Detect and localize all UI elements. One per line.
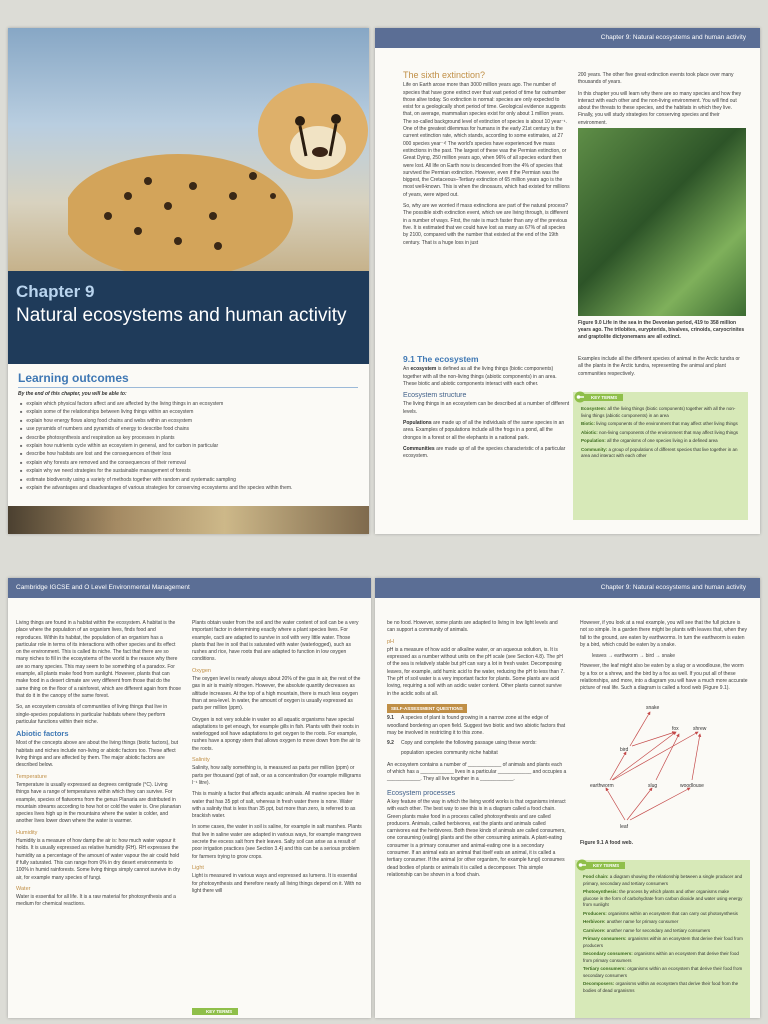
subheading: Temperature: [16, 773, 47, 780]
list-item: ■ use pyramids of numbers and pyramids of energy to describe food chains: [20, 425, 365, 433]
left-column: [387, 620, 567, 883]
key-term-row: Biotic: living components of the environment that may affect other living things: [581, 421, 738, 426]
paragraph: be no food. However, some plants are adapted to living in low light levels and can support a community of animals.: [387, 620, 558, 634]
list-item: ■ explain why we need strategies for the sustainable management of forests: [20, 467, 365, 475]
food-web-label-bird: bird: [620, 747, 629, 753]
right-column: [192, 620, 362, 899]
list-item: ■ describe photosynthesis and respiration as key processes in plants: [20, 434, 365, 442]
text-fragment: are made up of all the species characteristic of a particular ecosystem.: [403, 445, 566, 460]
paragraph: Water is essential for all life. It is a raw material for photosynthesis and a medium for chemical reactions.: [16, 894, 176, 908]
key-terms-tab: KEY TERMS: [577, 394, 623, 401]
paragraph: This is mainly a factor that affects aquatic animals. All marine species live in water that has 35 ppt of salt, whereas in fresh water there is none. Water with a salinity that is less than 35 ppt, but more than zero, is referred to as brackish water.: [192, 791, 360, 820]
learning-outcomes-list: [20, 400, 365, 492]
figure-caption: Figure 9.0 Life in the sea in the Devonian period, 419 to 358 million years ago. The trilobites, eurypterids, bivalves, crinoids, caryocrinites and graptolite dictyonemans are all extinct.: [578, 320, 745, 340]
intro-page: [375, 28, 760, 534]
cheetah-illustration: [68, 56, 368, 271]
food-web-label-earthworm: earthworm: [590, 783, 614, 789]
subheading: Ecosystem structure: [403, 392, 467, 400]
subheading: Oxygen: [192, 667, 211, 674]
self-assessment-tab: SELF-ASSESSMENT QUESTIONS: [387, 704, 467, 713]
ecosystem-column: [403, 356, 571, 465]
chapter-title: Natural ecosystems and human activity: [16, 305, 347, 326]
key-terms-tab: KEY TERMS: [192, 1008, 238, 1015]
food-chain: leaves → earthworm → bird → snake: [592, 653, 676, 660]
key-icon: [574, 391, 586, 403]
food-web-label-leaf: leaf: [620, 824, 629, 830]
paragraph: In some cases, the water in soil is saline, for example in salt marshes. Plants that live in saline water are adapted in various ways, for example mangroves secrete the excess salt from their leaves. Salty soil can arise as a result of poor irrigation practices (see Section 3.4) and this can be a serious problem for farmers trying to grow crops.: [192, 824, 362, 860]
key-term: Populations: [403, 420, 432, 427]
food-web-label-woodlouse: woodlouse: [680, 783, 704, 789]
paragraph: [403, 366, 571, 388]
food-web-diagram: [580, 700, 748, 832]
key-terms-box: [575, 860, 750, 1018]
text-fragment: is defined as all the living things (biotic components) together with all the non-living things (abiotic components) in an area. These biotic and abiotic components interact with each other.: [403, 366, 557, 387]
cheetah-photo: [8, 28, 369, 271]
list-item: ■ describe how habitats are lost and the consequences of their loss: [20, 450, 365, 458]
running-header: [375, 578, 760, 598]
header-text: Chapter 9: Natural ecosystems and human activity: [600, 584, 746, 591]
food-web-label-shrew: shrew: [693, 726, 707, 732]
section-heading: The sixth extinction?: [403, 70, 486, 80]
subheading: Humidity: [16, 829, 38, 836]
food-web-label-slug: slug: [648, 783, 658, 789]
figure-caption: Figure 9.1 A food web.: [580, 840, 633, 846]
devonian-sea-image: [578, 128, 746, 316]
left-column: [16, 620, 182, 913]
question-9-1: 9.1 A species of plant is found growing in a narrow zone at the edge of woodland bordering an open field. Suggest two biotic and two abiotic factors that may be involved in restricting it to this zone.: [387, 715, 566, 736]
key-term: ecosystem: [410, 366, 437, 373]
paragraph: However, the leaf might also be eaten by a slug or a woodlouse, the worm by a fox or a shrew, and the bird by a fox as well. If you put all of these relationships, and more, into a diagram you will have a much more accurate picture of real life. Such a diagram is called a food web (Figure 9.1).: [580, 663, 748, 692]
subheading: Water: [16, 885, 31, 892]
list-item: ■ explain some of the relationships between living things within an ecosystem: [20, 408, 365, 416]
key-term-row: Herbivore: another name for primary consumer: [583, 919, 679, 924]
header-text: Cambridge IGCSE and O Level Environmental Management: [16, 584, 190, 591]
text-fragment: are made up of all the individuals of the same species in an area. Examples of populations include all the frogs in a pond, all the drongos in a forest or all the elephants in a national park.: [403, 420, 565, 441]
ecosystem-right-column: [578, 356, 746, 382]
running-header: [375, 28, 760, 48]
key-term-row: Tertiary consumers: organisms within an ecosystem that derive their food from secondary consumers: [583, 966, 743, 978]
paragraph: Humidity is a measure of how damp the air is: how much water vapour it holds. It is usually expressed as relative humidity (RH). RH expresses the humidity as a percentage of the amount of water vapour the air could hold if fully saturated. This can range from 0% in dry desert environments to 100% in humid rainforests. Some living things simply cannot survive in dry air, for example many species of fungi.: [16, 838, 180, 881]
intro-right-column: [578, 72, 746, 131]
text-fragment: An: [403, 366, 410, 373]
paragraph: [403, 420, 571, 442]
key-term-row: Food chain: a diagram showing the relationship between a single producer and primary, secondary and tertiary consumers: [583, 874, 743, 886]
paragraph: In this chapter you will learn why there are so many species and how they interact with each other and the non-living environment. You will find out about the threats to these species, and the habitats in which they live. Finally, you will study strategies for conserving species and their environment.: [578, 90, 742, 126]
ecosystem-processes-page: [375, 578, 760, 1018]
paragraph: Plants obtain water from the soil and the water content of soil can be a very important factor in determining exactly where a plant species lives. For example, cacti are adapted to survive in soil with very little water. Those plants that live in soil that is saturated with water (waterlogged), such as rushes and rice, have roots that are adapted to function in low oxygen conditions.: [192, 620, 359, 663]
subheading: Salinity: [192, 757, 210, 764]
paragraph: So, why are we worried if mass extinctions are part of the natural process? The possible sixth extinction event, which we are living through, is different in a number of ways. First, the rate is much faster than any of the previous five. It is estimated that we could have lost as many as 67% of all species by 2100, compared with the number that existed at the end of the 19th century. That is a huge loss in just: [403, 203, 569, 246]
paragraph: 200 years. The other five great extinction events took place over many thousands of years.: [578, 72, 734, 86]
key-term-row: Photosynthesis: the process by which plants and other organisms make glucose in the form of carbohydrate from carbon dioxide and water using energy from sunlight: [583, 889, 743, 907]
chapter-number: Chapter 9: [16, 282, 95, 301]
chapter-opener-page: [8, 28, 369, 534]
learning-outcomes-intro: By the end of this chapter, you will be able to:: [18, 391, 127, 397]
paragraph: Living things are found in a habitat within the ecosystem. A habitat is the place where the population of an organism lives, finds food and reproduces. Within its habitat, the population of an organism has a particular role in terms of its interactions with other species and its effect on the environment. This is called its niche. The fact that there are so many niches to fill in the ecosystems of the world is the reason why there are so many species. This may seem to be something of a paradox. For example, all plants make food from sunlight. However, plants that can make food in a desert climate are very different from those that do the same thing on the floor of a rainforest, which are different again from those that do it in the canopy of the same forest.: [16, 620, 181, 699]
key-term-row: Community: a group of populations of different species that live together in an area and interact with each other: [581, 446, 738, 458]
word-list: population species community niche habitat: [401, 750, 498, 757]
key-term-row: Secondary consumers: organisms within an ecosystem that derive their food from primary consumers: [583, 951, 739, 963]
key-term-row: Population: all the organisms of one species living in a defined area: [581, 438, 718, 443]
header-text: Chapter 9: Natural ecosystems and human activity: [600, 34, 746, 41]
subheading: pH: [387, 638, 395, 645]
paragraph: So, an ecosystem consists of communities of living things that live in single-species populations in particular habitats where they perform particular functions within their niche.: [16, 704, 168, 725]
key-term-row: Abiotic: non-living components of the environment that may affect living things: [581, 429, 739, 435]
paragraph: pH is a measure of how acid or alkaline water, or an aqueous solution, is. It is expressed as a number without units on the pH scale (see Section 4.8). The pH of the sea is relatively stable but pH can vary a lot in fresh water. Decomposing leaves, for example, add humic acid to the water, reducing the pH to less than 7. The pH of soil water is a very important factor for plants. Some plants are acid loving, requiring a soil with an acidic water content. Other plants cannot survive in the acidic soils at all.: [387, 646, 565, 697]
paragraph: Light is measured in various ways and expressed as lumens. It is essential for photosynthesis and therefore nearly all living things depend on it. With no light there will: [192, 873, 362, 894]
list-item: ■ explain which physical factors affect and are affected by the living things in an ecosystem: [20, 400, 365, 408]
key-term-row: Ecosystem: all the living things (biotic components) together with all the non-living things (abiotic components) in an area: [581, 406, 736, 418]
food-web-label-fox: fox: [672, 726, 679, 732]
key-term-row: Primary consumers: organisms within an ecosystem that derive their food from producers: [583, 936, 743, 948]
paragraph: However, if you look at a real example, you will see that the full picture is not so simple. In a garden there might be plants with leaves that, when they fall to the ground, are eaten by earthworms. In turn the earthworm is eaten by a bird, which could be eaten by a snake.: [580, 620, 748, 648]
sixth-extinction-column: [403, 72, 571, 251]
section-heading: 9.1 The ecosystem: [403, 354, 479, 364]
cheetahs-resting-photo: [8, 506, 369, 534]
paragraph: Temperature is usually expressed as degrees centigrade (°C). Living things have a range of temperatures within which they can survive. For example, species of flatworms from the genus Planaria are distributed in mountain streams according to how hot or cold the water is. One planarian species lives high up in the mountains where the water is colder, and another lives lower down where the water is warmer.: [16, 781, 181, 825]
question-9-2: 9.2 Copy and complete the following passage using these words:: [387, 740, 537, 747]
key-icon: [576, 859, 588, 871]
fill-in-passage: An ecosystem contains a number of ____________ of animals and plants each of which has a ____________ lives in a particular ____________ and occupies a ____________. They all live together in a ____________.: [387, 761, 567, 783]
paragraph: Salinity, how salty something is, is measured as parts per million (ppm) or parts per thousand (ppt of salt, or as a concentration (for example milligrams l⁻¹ litre).: [192, 765, 361, 786]
subheading: Light: [192, 864, 204, 871]
paragraph: Most of the concepts above are about the living things (biotic factors), but habitats and niches include non-living or abiotic factors too. These affect living things and are affected by them. The major abiotic factors are described below.: [16, 740, 179, 769]
food-web-label-snake: snake: [646, 705, 660, 711]
abiotic-factors-page: [8, 578, 371, 1018]
paragraph: [403, 446, 571, 461]
paragraph: The living things in an ecosystem can be described at a number of different levels.: [403, 401, 570, 415]
section-heading: Ecosystem processes: [387, 789, 456, 797]
key-term-row: Decomposers: organisms within an ecosystem that derive their food from the bodies of dead organisms: [583, 981, 739, 993]
list-item: ■ explain why forests are removed and the consequences of their removal: [20, 459, 365, 467]
section-heading: Abiotic factors: [16, 729, 69, 739]
paragraph: A key feature of the way in which the living world works is that organisms interact with each other. The best way to see this is in a diagram called a food chain. Green plants make food in a process called photosynthesis and are called producers. Animals, called herbivores, eat the plants and animals called carnivores eat the herbivores. Both these kinds of animals are called consumers, one consuming (eating) plants and the other consuming animals. A plant-eating consumer is a primary consumer and animal-eating one is a secondary consumer. If an animal eats an animal that itself eats an animal, it is called a tertiary consumer. If the animal (or other organism, for example fungi) consumes dead bodies of plants or animals it is called a decomposer. This simple relationship can be shown in a food chain.: [387, 798, 566, 878]
right-column: [580, 620, 748, 697]
paragraph: Examples include all the different species of animal in the Arctic tundra or all the plants in the Arctic tundra, representing the animal and plant communities respectively.: [578, 356, 740, 377]
paragraph: The oxygen level is nearly always about 20% of the gas in air, the rest of the gas in air is mainly nitrogen. However, the absolute quantity decreases as altitude increases. At the top of a high mountain, there is much less oxygen than at sea-level. In water, the amount of oxygen is usually expressed as parts per million (ppm).: [192, 676, 361, 712]
divider: [18, 387, 358, 388]
key-term: Communities: [403, 445, 435, 452]
key-term-row: Carnivore: another name for secondary and tertiary consumers: [583, 927, 711, 933]
key-terms-tab: KEY TERMS: [579, 862, 625, 869]
paragraph: Life on Earth arose more than 3000 million years ago. The number of species that have gone extinct over that vast period of time far outnumber those alive today. So extinction is normal: species are only expected to exist for a geologically short period of time. Geological evidence suggests that, on average, mammalian species exist for only about 1 million years. The so-called background level of extinction of species is about 10 year⁻¹. One of the greatest dilemmas for humans in the early 21st century is the current extinction rate, which stands, according to some estimates, at 27 000 species year⁻¹! The world's species have experienced five mass extinctions in the past. The largest of these was the Permian extinction, or Great Dying, 250 million years ago, when 96% of all species extant then were lost. All life on Earth now is descended from the 4% of species that survived the Permian extinction. However, even if the Permian was the biggest, the Cretaceous–Tertiary extinction of 65 million years ago is the most well-known. This is when the dinosaurs, which had existed for millions of years, were wiped out.: [403, 82, 570, 198]
list-item: ■ explain how energy flows along food chains and webs within an ecosystem: [20, 417, 365, 425]
learning-outcomes-heading: Learning outcomes: [18, 371, 129, 385]
running-header: [8, 578, 371, 598]
paragraph: Oxygen is not very soluble in water so all aquatic organisms have special adaptations to get enough, for example gills in fish. Plants with their roots in waterlogged soil have adaptations to get oxygen to the roots. For example, rushes have a spongy stem that allows oxygen to move down from the air to the roots.: [192, 716, 361, 752]
list-item: ■ estimate biodiversity using a variety of methods together with random and systematic sampling: [20, 476, 365, 484]
key-terms-box: [573, 392, 748, 520]
list-item: ■ explain how nutrients cycle within an ecosystem in general, and for carbon in particular: [20, 442, 365, 450]
key-term-row: Producers: organisms within an ecosystem that can carry out photosynthesis: [583, 910, 738, 916]
list-item: ■ explain the advantages and disadvantages of various strategies for conserving ecosystems and the species within them.: [20, 484, 365, 492]
